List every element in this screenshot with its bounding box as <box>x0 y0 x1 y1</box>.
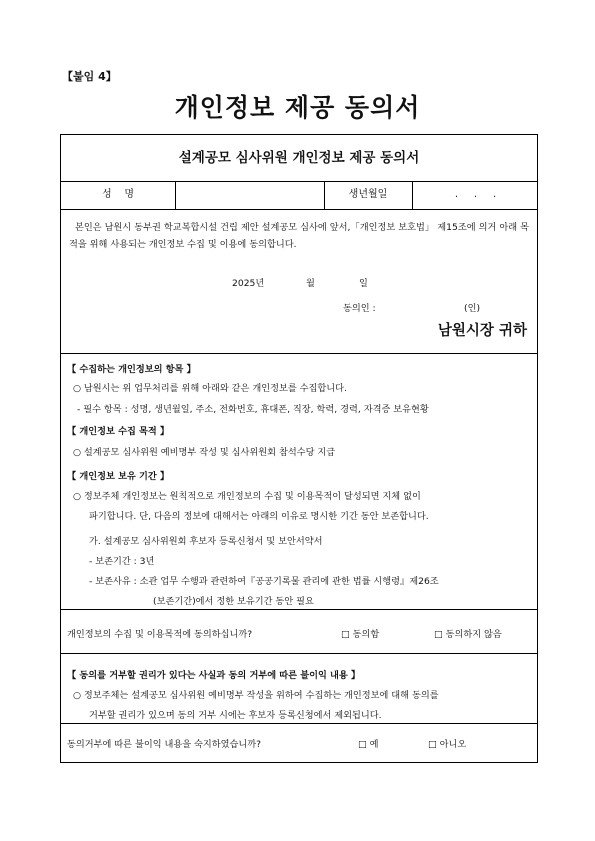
retention-line: - 보존기간 : 3년 <box>89 556 155 567</box>
refusal-line: ○ 정보주체는 설계공모 심사위원 예비명부 작성을 위하여 수집하는 개인정보에 대해 동의를 <box>73 690 439 701</box>
page-title: 개인정보 제공 동의서 <box>174 93 421 122</box>
addressee: 남원시장 귀하 <box>437 323 527 339</box>
yes-checkbox[interactable]: □ 예 <box>358 739 379 750</box>
consent-day: 일 <box>359 278 368 289</box>
collection-section <box>61 353 537 609</box>
question-consent-row <box>61 609 537 653</box>
question-aware-row <box>61 723 537 763</box>
annex-label: 【붙임 4】 <box>62 70 117 83</box>
items-line: ○ 남원시는 위 업무처리를 위해 아래와 같은 개인정보를 수집합니다. <box>73 383 347 394</box>
seal-mark: (인) <box>464 303 481 314</box>
retention-line: 파기합니다. 단, 다음의 정보에 대해서는 아래의 이유로 명시한 기간 동안 보존합니다. <box>89 511 429 522</box>
purpose-heading: 【 개인정보 수집 목적 】 <box>67 426 170 437</box>
agree-checkbox[interactable]: □ 동의함 <box>341 629 380 640</box>
consent-form <box>60 134 538 763</box>
disagree-checkbox[interactable]: □ 동의하지 않음 <box>434 629 502 640</box>
birth-label: 생년월일 <box>348 189 388 200</box>
form-subtitle: 설계공모 심사위원 개인정보 제공 동의서 <box>178 150 420 166</box>
birth-field[interactable]: . . . <box>454 189 497 200</box>
retention-line: ○ 정보주체 개인정보는 원칙적으로 개인정보의 수집 및 이용목적이 달성되면 지체 없이 <box>73 491 421 502</box>
signer-label: 동의인 : <box>343 303 376 314</box>
consent-year: 2025년 <box>232 278 265 289</box>
retention-heading: 【 개인정보 보유 기간 】 <box>67 471 170 482</box>
refusal-section <box>61 653 537 723</box>
consent-text: 본인은 남원시 동부권 학교복합시설 건립 제안 설계공모 심사에 앞서,「개인정보 보호법」 제15조에 의거 아래 목적을 위해 사용되는 개인정보 수집 및 이용에 동의합니다. <box>69 222 529 250</box>
retention-line: (보존기간)에서 정한 보유기간 동안 필요 <box>153 596 314 607</box>
refusal-heading: 【 동의를 거부할 권리가 있다는 사실과 동의 거부에 따른 불이익 내용 】 <box>67 670 361 681</box>
name-field[interactable] <box>175 181 324 209</box>
items-heading: 【 수집하는 개인정보의 항목 】 <box>67 364 196 375</box>
question-aware-text: 동의거부에 따른 불이익 내용을 숙지하였습니까? <box>67 739 262 750</box>
refusal-line: 거부할 권리가 있으며 동의 거부 시에는 후보자 등록신청에서 제외됩니다. <box>89 710 382 721</box>
name-label: 성 명 <box>101 189 135 200</box>
consent-month: 월 <box>306 278 315 289</box>
consent-section <box>61 209 537 353</box>
purpose-line: ○ 설계공모 심사위원 예비명부 작성 및 심사위원회 참석수당 지급 <box>73 447 336 458</box>
items-line: - 필수 항목 : 성명, 생년월일, 주소, 전화번호, 휴대폰, 직장, 학력, 경력, 자격증 보유현황 <box>77 404 429 415</box>
no-checkbox[interactable]: □ 아니오 <box>428 739 467 750</box>
name-birth-row <box>61 181 537 209</box>
retention-line: 가. 설계공모 심사위원회 후보자 등록신청서 및 보안서약서 <box>89 536 323 547</box>
retention-line: - 보존사유 : 소관 업무 수행과 관련하여『공공기록물 관리에 관한 법률 시행령』제26조 <box>89 576 439 587</box>
question-consent-text: 개인정보의 수집 및 이용목적에 동의하십니까? <box>67 629 253 640</box>
